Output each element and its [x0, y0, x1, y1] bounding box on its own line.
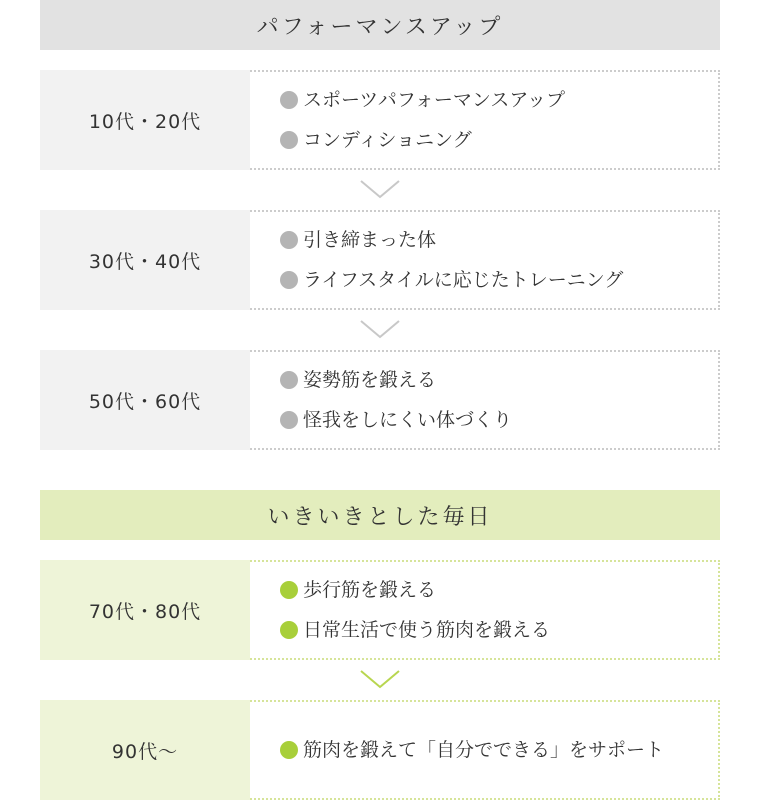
benefit-item [280, 730, 718, 770]
benefit-text: 姿勢筋を鍛える [303, 369, 437, 391]
bullet-dot-icon [280, 371, 298, 389]
bullet-dot-icon [280, 621, 298, 639]
benefit-text: ライフスタイルに応じたトレーニング [303, 269, 624, 291]
benefit-list [250, 210, 720, 310]
benefit-text: 怪我をしにくい体づくり [303, 409, 513, 431]
benefit-item [280, 360, 718, 400]
benefit-text: 筋肉を鍛えて「自分でできる」をサポート [303, 739, 665, 761]
age-label: 30代・40代 [40, 210, 250, 310]
benefit-item [280, 570, 718, 610]
benefit-text: 歩行筋を鍛える [303, 579, 437, 601]
bullet-dot-icon [280, 91, 298, 109]
benefit-item [280, 400, 718, 440]
benefit-list [250, 70, 720, 170]
section-title-lively-days [40, 490, 720, 540]
bullet-dot-icon [280, 131, 298, 149]
benefit-text: 日常生活で使う筋肉を鍛える [303, 619, 551, 641]
benefit-item [280, 610, 718, 650]
section-title-performance [40, 0, 720, 50]
bullet-dot-icon [280, 741, 298, 759]
benefit-item [280, 120, 718, 160]
benefit-text: コンディショニング [303, 129, 472, 151]
benefit-list [250, 560, 720, 660]
age-row-10s-20s [40, 70, 720, 170]
bullet-dot-icon [280, 581, 298, 599]
age-row-90s-plus [40, 700, 720, 800]
age-label: 90代〜 [40, 700, 250, 800]
age-label: 70代・80代 [40, 560, 250, 660]
chevron-down-icon [355, 317, 405, 341]
benefit-item [280, 220, 718, 260]
chevron-down-icon [355, 667, 405, 691]
benefit-list [250, 700, 720, 800]
benefit-item [280, 80, 718, 120]
age-row-70s-80s [40, 560, 720, 660]
section-title-text: パフォーマンスアップ [256, 14, 504, 40]
bullet-dot-icon [280, 231, 298, 249]
age-row-50s-60s [40, 350, 720, 450]
benefit-text: 引き締まった体 [303, 229, 437, 251]
chevron-down-icon [355, 177, 405, 201]
bullet-dot-icon [280, 411, 298, 429]
benefit-list [250, 350, 720, 450]
benefit-item [280, 260, 718, 300]
bullet-dot-icon [280, 271, 298, 289]
section-title-text: いきいきとした毎日 [267, 504, 493, 530]
benefit-text: スポーツパフォーマンスアップ [303, 89, 566, 111]
age-row-30s-40s [40, 210, 720, 310]
age-label: 50代・60代 [40, 350, 250, 450]
age-label: 10代・20代 [40, 70, 250, 170]
